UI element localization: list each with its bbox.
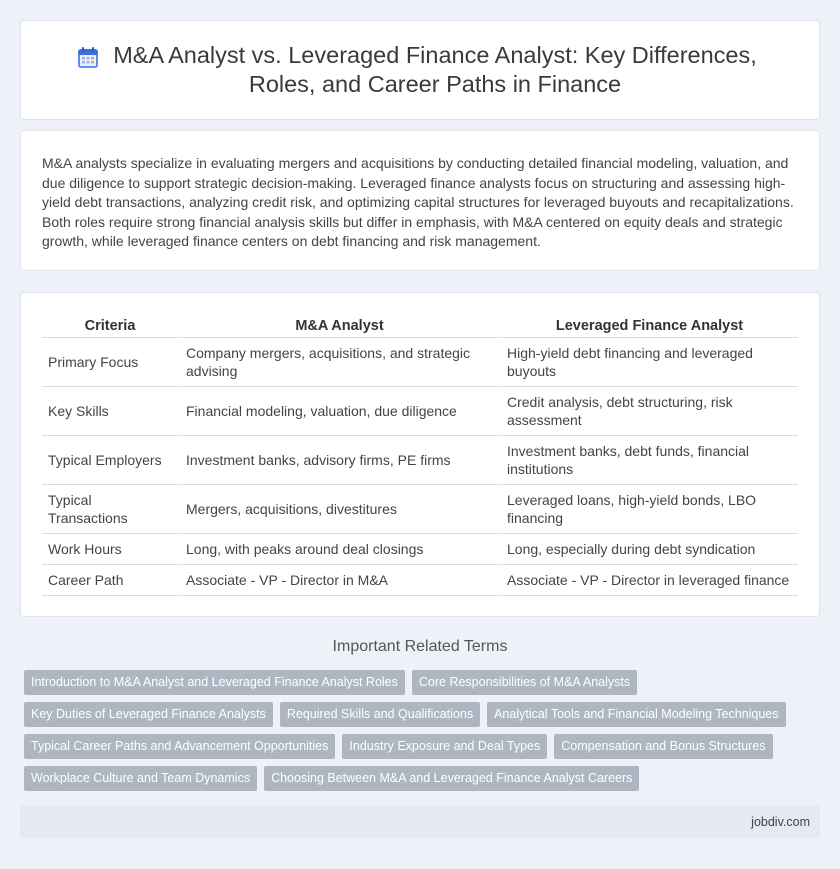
related-terms-heading: Important Related Terms xyxy=(332,638,508,655)
related-term-tag[interactable]: Core Responsibilities of M&A Analysts xyxy=(412,670,637,695)
table-cell: Financial modeling, valuation, due diligence xyxy=(178,387,499,436)
table-cell: Investment banks, advisory firms, PE firms xyxy=(178,436,499,485)
related-term-tag[interactable]: Industry Exposure and Deal Types xyxy=(342,734,547,759)
table-cell: Associate - VP - Director in leveraged finance xyxy=(499,565,798,596)
table-header-row xyxy=(42,315,798,338)
table-cell: Investment banks, debt funds, financial institutions xyxy=(499,436,798,485)
table-cell: Associate - VP - Director in M&A xyxy=(178,565,499,596)
table-cell: Long, with peaks around deal closings xyxy=(178,534,499,565)
table-cell: Key Skills xyxy=(42,387,178,436)
table-cell: Company mergers, acquisitions, and strategic advising xyxy=(178,338,499,387)
tag-row xyxy=(24,734,804,759)
intro-card xyxy=(20,130,820,271)
related-term-tag[interactable]: Analytical Tools and Financial Modeling Techniques xyxy=(487,702,785,727)
table-row xyxy=(42,565,798,596)
table-row xyxy=(42,436,798,485)
table-row xyxy=(42,485,798,534)
table-cell: Typical Transactions xyxy=(42,485,178,534)
table-cell: Long, especially during debt syndication xyxy=(499,534,798,565)
table-header-cell: M&A Analyst xyxy=(178,315,499,338)
table-header-cell: Leveraged Finance Analyst xyxy=(499,315,798,338)
header-card xyxy=(20,20,820,120)
table-cell: Leveraged loans, high-yield bonds, LBO financing xyxy=(499,485,798,534)
tag-row xyxy=(24,702,804,727)
intro-paragraph: M&A analysts specialize in evaluating mergers and acquisitions by conducting detailed financial modeling, valuation, and due diligence to support strategic decision-making. Leveraged finance analysts focus on structuring and assessing high-yield debt transactions, analyzing credit risk, and optimizing capital structures for leveraged buyouts and recapitalizations. Both roles require strong financial analysis skills but differ in emphasis, with M&A centered on equity deals and strategic growth, while leveraged finance centers on debt financing and risk management. xyxy=(42,155,794,249)
footer xyxy=(20,806,820,838)
table-cell: Mergers, acquisitions, divestitures xyxy=(178,485,499,534)
table-cell: Typical Employers xyxy=(42,436,178,485)
table-cell: Credit analysis, debt structuring, risk assessment xyxy=(499,387,798,436)
comparison-table xyxy=(42,315,798,596)
tag-row xyxy=(24,670,804,695)
footer-site-link[interactable]: jobdiv.com xyxy=(751,815,810,829)
related-term-tag[interactable]: Key Duties of Leveraged Finance Analysts xyxy=(24,702,273,727)
table-cell: Primary Focus xyxy=(42,338,178,387)
table-row xyxy=(42,534,798,565)
table-cell: Work Hours xyxy=(42,534,178,565)
related-term-tag[interactable]: Introduction to M&A Analyst and Leveraged Finance Analyst Roles xyxy=(24,670,405,695)
related-term-tag[interactable]: Workplace Culture and Team Dynamics xyxy=(24,766,257,791)
table-header-cell: Criteria xyxy=(42,315,178,338)
related-term-tag[interactable]: Required Skills and Qualifications xyxy=(280,702,480,727)
page-title: M&A Analyst vs. Leveraged Finance Analyst: Key Differences, Roles, and Career Paths in Finance xyxy=(113,42,757,97)
table-cell: Career Path xyxy=(42,565,178,596)
comparison-card xyxy=(20,292,820,617)
related-term-tag[interactable]: Typical Career Paths and Advancement Opportunities xyxy=(24,734,335,759)
tag-row xyxy=(24,766,804,791)
related-terms-list xyxy=(24,670,804,798)
related-term-tag[interactable]: Compensation and Bonus Structures xyxy=(554,734,772,759)
table-cell: High-yield debt financing and leveraged buyouts xyxy=(499,338,798,387)
table-row xyxy=(42,387,798,436)
related-term-tag[interactable]: Choosing Between M&A and Leveraged Finance Analyst Careers xyxy=(264,766,639,791)
table-row xyxy=(42,338,798,387)
